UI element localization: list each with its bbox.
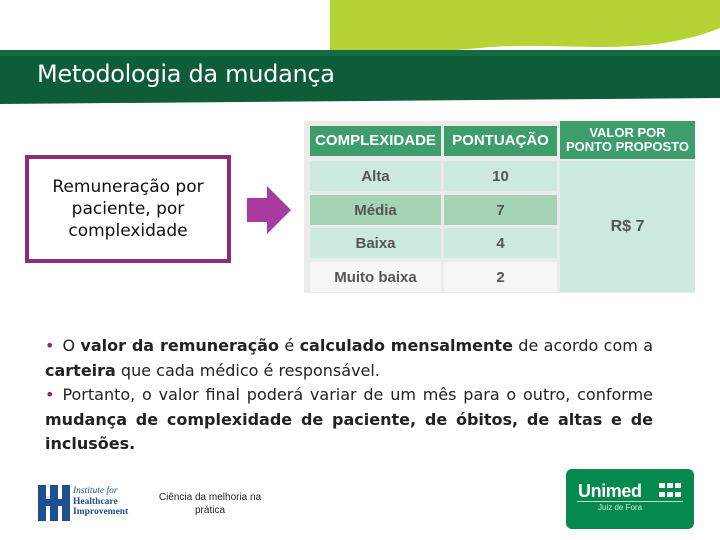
remuneracao-text: Remuneração por paciente, por complexidade [52,177,204,241]
table-row-complexidade: Média [310,195,441,225]
complexity-table [304,121,695,293]
ihi-line: Healthcare [73,496,118,507]
remuneracao-box [25,155,231,263]
table-row-pontuacao: 7 [444,195,557,225]
table-row-pontuacao: 10 [444,161,557,191]
text-bold: mudança de complexidade de paciente, de óbitos, de altas e de inclusões. [45,409,653,453]
text-bold: calculado mensalmente [299,336,513,355]
body-text [45,334,653,457]
bullet-icon: • [45,336,55,355]
paragraph-1 [45,334,653,383]
header-pontuacao: PONTUAÇÃO [444,126,557,156]
text-bold: carteira [45,360,116,380]
ihi-logo-icon [38,485,70,521]
text-run: que cada médico é responsável. [115,360,380,380]
text-bold: valor da remuneração [80,336,279,355]
arrow-right-icon [245,184,293,236]
table-row-complexidade: Alta [310,161,441,191]
unimed-name: Unimed [578,481,642,501]
text-run: é [278,336,300,355]
unimed-subtitle: Juiz de Fora [598,503,643,512]
text-run: O [62,336,81,355]
ihi-logo-text [73,486,128,518]
valor-ponto-cell: R$ 7 [560,161,695,292]
ihi-line: Improvement [73,507,129,517]
table-row-complexidade: Baixa [310,228,441,258]
table-row-complexidade: Muito baixa [310,262,441,292]
header-banner [0,0,720,110]
unimed-symbol-icon [658,481,682,499]
unimed-divider [577,501,683,502]
header-valor-ponto: VALOR POR PONTO PROPOSTO [560,121,695,159]
ihi-line: Institute for [73,486,118,496]
text-run: Portanto, o valor final poderá variar de um mês para o outro, conforme [62,385,653,404]
header-complexidade: COMPLEXIDADE [310,126,441,156]
page-title: Metodologia da mudança [37,60,335,88]
bullet-icon: • [45,385,55,404]
text-run: de acordo com a [512,336,654,355]
ciencia-caption: Ciência da melhoria na prática [158,492,262,516]
paragraph-2 [45,383,653,457]
table-row-pontuacao: 2 [444,262,557,292]
table-row-pontuacao: 4 [444,228,557,258]
